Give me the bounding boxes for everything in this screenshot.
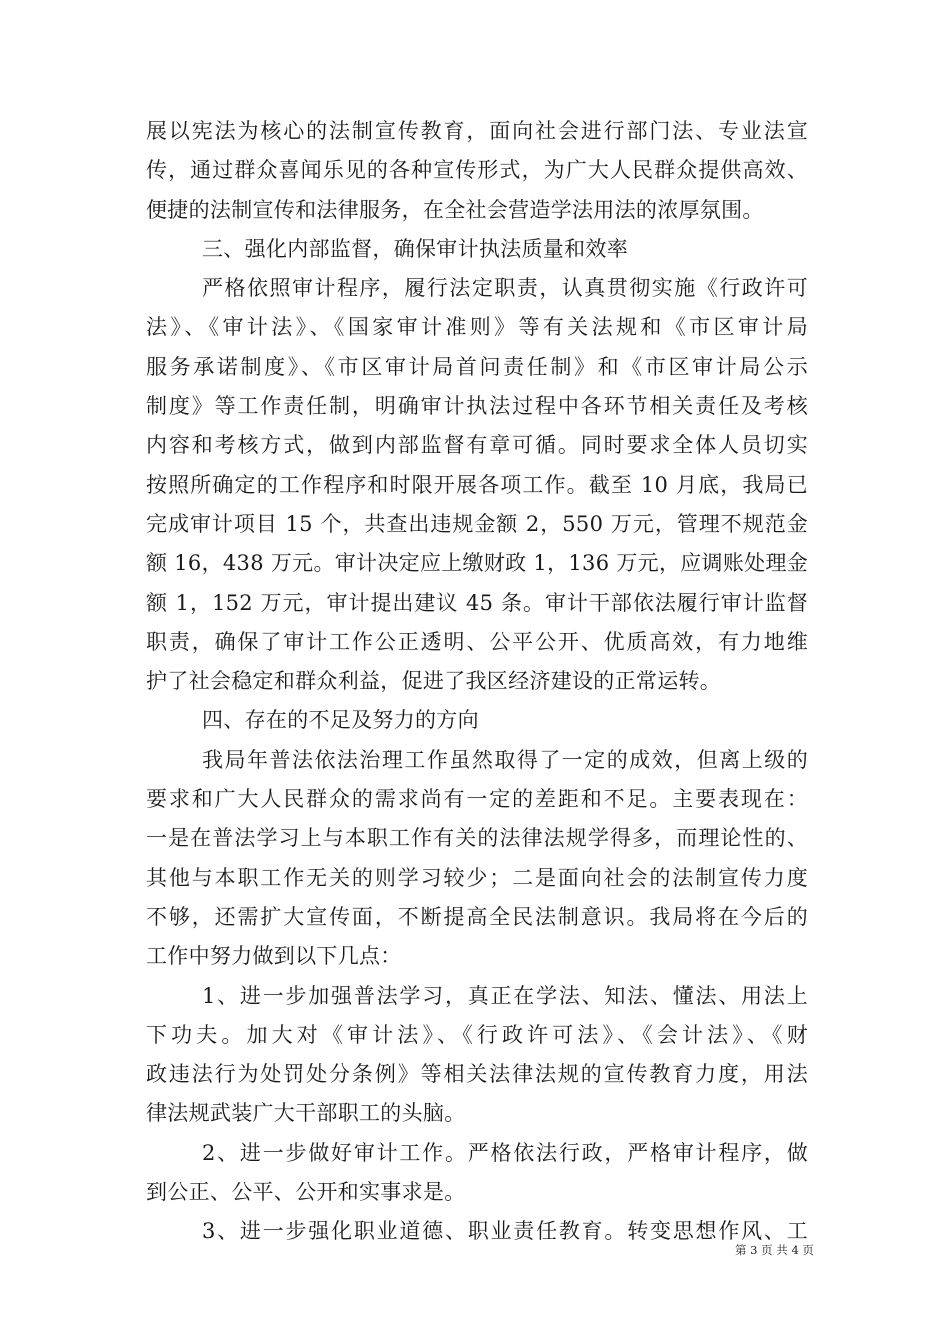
text-line: 内容和考核方式，做到内部监督有章可循。同时要求全体人员切实 — [146, 433, 808, 458]
text-line: 护了社会稳定和群众利益，促进了我区经济建设的正常运转。 — [146, 669, 722, 694]
document-body — [146, 112, 808, 1252]
text-line: 服务承诺制度》、《市区审计局首问责任制》和《市区审计局公示 — [146, 354, 808, 379]
text-line: 严格依照审计程序，履行法定职责，认真贯彻实施《行政许可 — [202, 276, 808, 301]
text-line: 要求和广大人民群众的需求尚有一定的差距和不足。主要表现在： — [146, 787, 808, 812]
text-line: 不够，还需扩大宣传面，不断提高全民法制意识。我局将在今后的 — [146, 904, 808, 929]
text-line: 2、进一步做好审计工作。严格依法行政，严格审计程序，做 — [202, 1140, 808, 1165]
text-line: 便捷的法制宣传和法律服务，在全社会营造学法用法的浓厚氛围。 — [146, 197, 764, 222]
text-line: 制度》等工作责任制，明确审计执法过程中各环节相关责任及考核 — [146, 394, 808, 419]
text-line: 其他与本职工作无关的则学习较少；二是面向社会的法制宣传力度 — [146, 865, 808, 890]
text-line: 下功夫。加大对《审计法》、《行政许可法》、《会计法》、《财 — [146, 1022, 808, 1047]
page-number-footer: 第 3 页 共 4 页 — [735, 1243, 814, 1257]
text-line: 按照所确定的工作程序和时限开展各项工作。截至 10 月底，我局已 — [146, 472, 808, 497]
text-line: 法》、《审计法》、《国家审计准则》等有关法规和《市区审计局 — [146, 315, 808, 340]
text-line: 一是在普法学习上与本职工作有关的法律法规学得多，而理论性的、 — [146, 826, 808, 851]
text-line: 工作中努力做到以下几点： — [146, 944, 402, 969]
text-line: 3、进一步强化职业道德、职业责任教育。转变思想作风、工 — [202, 1219, 808, 1244]
text-line: 传，通过群众喜闻乐见的各种宣传形式，为广大人民群众提供高效、 — [146, 158, 808, 183]
text-line: 我局年普法依法治理工作虽然取得了一定的成效，但离上级的 — [202, 747, 808, 772]
text-line: 四、存在的不足及努力的方向 — [202, 708, 479, 733]
text-line: 职责，确保了审计工作公正透明、公平公开、优质高效，有力地维 — [146, 629, 808, 654]
text-line: 完成审计项目 15 个，共查出违规金额 2，550 万元，管理不规范金 — [146, 511, 808, 536]
text-line: 到公正、公平、公开和实事求是。 — [146, 1180, 466, 1205]
text-line: 展以宪法为核心的法制宣传教育，面向社会进行部门法、专业法宣 — [146, 119, 808, 143]
text-line: 三、强化内部监督，确保审计执法质量和效率 — [202, 236, 628, 261]
text-line: 政违法行为处罚处分条例》等相关法律法规的宣传教育力度，用法 — [146, 1062, 808, 1087]
text-line: 额 1，152 万元，审计提出建议 45 条。审计干部依法履行审计监督 — [146, 590, 808, 615]
text-line: 额 16，438 万元。审计决定应上缴财政 1，136 万元，应调账处理金 — [146, 551, 809, 576]
text-line: 律法规武装广大干部职工的头脑。 — [146, 1101, 466, 1126]
text-line: 1、进一步加强普法学习，真正在学法、知法、懂法、用法上 — [202, 983, 808, 1008]
